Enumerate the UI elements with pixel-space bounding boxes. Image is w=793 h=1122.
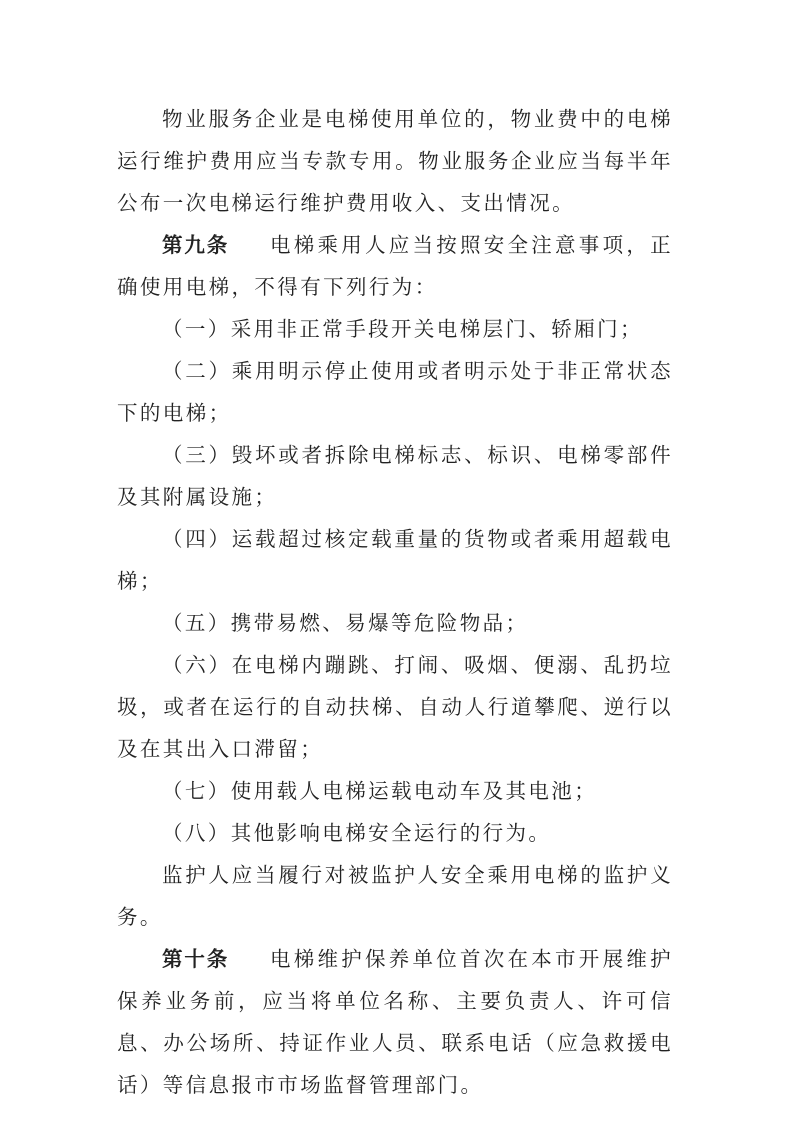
list-item-8 [117,812,673,854]
paragraph-guardian [117,854,673,938]
article-number: 第九条 [162,233,230,257]
paragraph-text: （四）运载超过核定载重量的货物或者乘用超载电梯； [117,527,673,593]
paragraph-text: （六）在电梯内蹦跳、打闹、吸烟、便溺、乱扔垃圾，或者在运行的自动扶梯、自动人行道攀爬、逆行以及在其出入口滞留； [117,653,673,761]
paragraph-text: （二）乘用明示停止使用或者明示处于非正常状态下的电梯； [117,359,673,425]
list-item-4 [117,518,673,602]
article-number: 第十条 [162,947,230,971]
paragraph-property-fees [117,98,673,224]
article-10 [117,938,673,1106]
document-body [117,98,673,1106]
paragraph-text: 物业服务企业是电梯使用单位的，物业费中的电梯运行维护费用应当专款专用。物业服务企业应当每半年公布一次电梯运行维护费用收入、支出情况。 [117,107,673,215]
list-item-1 [117,308,673,350]
paragraph-text: （七）使用载人电梯运载电动车及其电池； [162,779,598,803]
paragraph-text: 监护人应当履行对被监护人安全乘用电梯的监护义务。 [117,863,673,929]
paragraph-text: 电梯乘用人应当按照安全注意事项，正确使用电梯，不得有下列行为： [117,233,673,299]
paragraph-text: （三）毁坏或者拆除电梯标志、标识、电梯零部件及其附属设施； [117,443,673,509]
list-item-3 [117,434,673,518]
paragraph-text: （一）采用非正常手段开关电梯层门、轿厢门； [162,317,643,341]
paragraph-text: 电梯维护保养单位首次在本市开展维护保养业务前，应当将单位名称、主要负责人、许可信息、办公场所、持证作业人员、联系电话（应急救援电话）等信息报市市场监督管理部门。 [117,947,673,1097]
list-item-7 [117,770,673,812]
list-item-2 [117,350,673,434]
paragraph-text: （八）其他影响电梯安全运行的行为。 [162,821,552,845]
list-item-6 [117,644,673,770]
article-9 [117,224,673,308]
paragraph-text: （五）携带易燃、易爆等危险物品； [162,611,529,635]
list-item-5 [117,602,673,644]
